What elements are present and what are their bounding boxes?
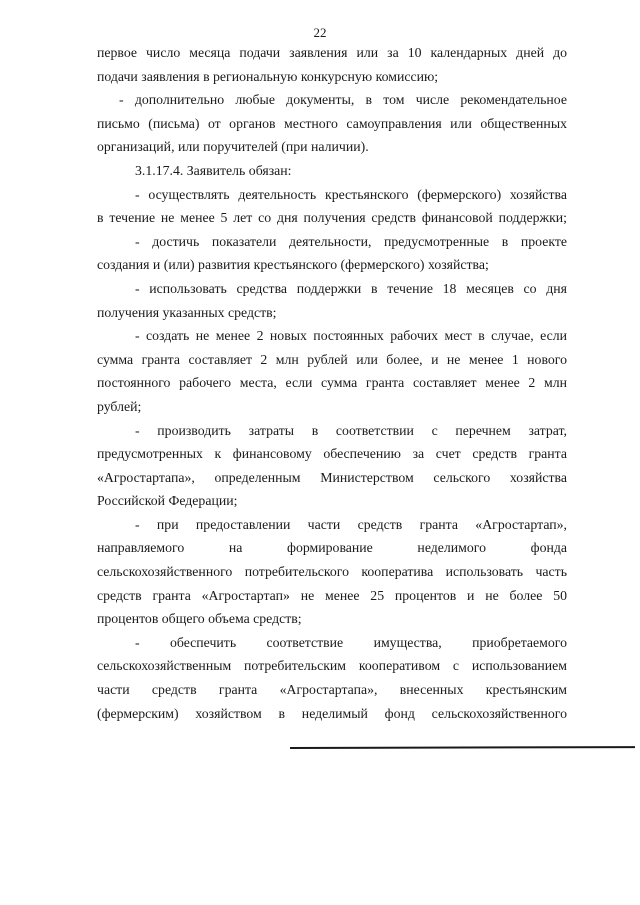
text-line: рублей; [97, 398, 142, 414]
text-line: части средств гранта «Агростартапа», внесенных крестьянским [97, 682, 567, 698]
text-line: сельскохозяйственным потребительским кооперативом с использованием [97, 658, 567, 674]
text-line: - при предоставлении части средств гранта «Агростартап», [135, 516, 567, 532]
text-line: получения указанных средств; [97, 304, 277, 320]
text-line: в течение не менее 5 лет со дня получения средств финансовой поддержки; [97, 210, 567, 226]
text-line: первое число месяца подачи заявления или за 10 календарных дней до [97, 45, 567, 60]
text-line: процентов общего объема средств; [97, 611, 302, 627]
text-line: постоянного рабочего места, если сумма гранта составляет менее 2 млн [97, 375, 567, 391]
text-line: организаций, или поручителей (при наличии). [97, 139, 369, 155]
text-line: подачи заявления в региональную конкурсную комиссию; [97, 68, 439, 84]
text-line: - осуществлять деятельность крестьянского (фермерского) хозяйства [135, 186, 567, 202]
text-line: Российской Федерации; [97, 493, 238, 509]
text-line: - производить затраты в соответствии с перечнем затрат, [135, 422, 567, 438]
text-line: «Агростартапа», определенным Министерством сельского хозяйства [97, 469, 567, 485]
text-line: - дополнительно любые документы, в том числе рекомендательное [119, 92, 567, 108]
text-line: (фермерским) хозяйством в неделимый фонд сельскохозяйственного [97, 705, 567, 721]
text-line: средств гранта «Агростартап» не менее 25 процентов и не более 50 [97, 587, 567, 603]
text-line: - обеспечить соответствие имущества, приобретаемого [135, 634, 567, 650]
text-line: предусмотренных к финансовому обеспечению за счет средств гранта [97, 446, 567, 462]
text-line: - использовать средства поддержки в течение 18 месяцев со дня [135, 280, 567, 296]
text-line: письмо (письма) от органов местного самоуправления или общественных [97, 115, 567, 131]
text-line: 3.1.17.4. Заявитель обязан: [135, 162, 292, 178]
text-line: сельскохозяйственного потребительского кооператива использовать часть [97, 564, 567, 580]
page-number: 22 [313, 25, 327, 40]
text-line: создания и (или) развития крестьянского (фермерского) хозяйства; [97, 257, 489, 273]
text-line: - достичь показатели деятельности, предусмотренные в проекте [135, 233, 567, 249]
document-body [97, 41, 567, 725]
text-line: сумма гранта составляет 2 млн рублей или более, и не менее 1 нового [97, 351, 567, 367]
text-line: - создать не менее 2 новых постоянных рабочих мест в случае, если [135, 328, 567, 344]
footnote-separator-line [290, 746, 635, 749]
text-line: направляемого на формирование неделимого фонда [97, 540, 567, 556]
